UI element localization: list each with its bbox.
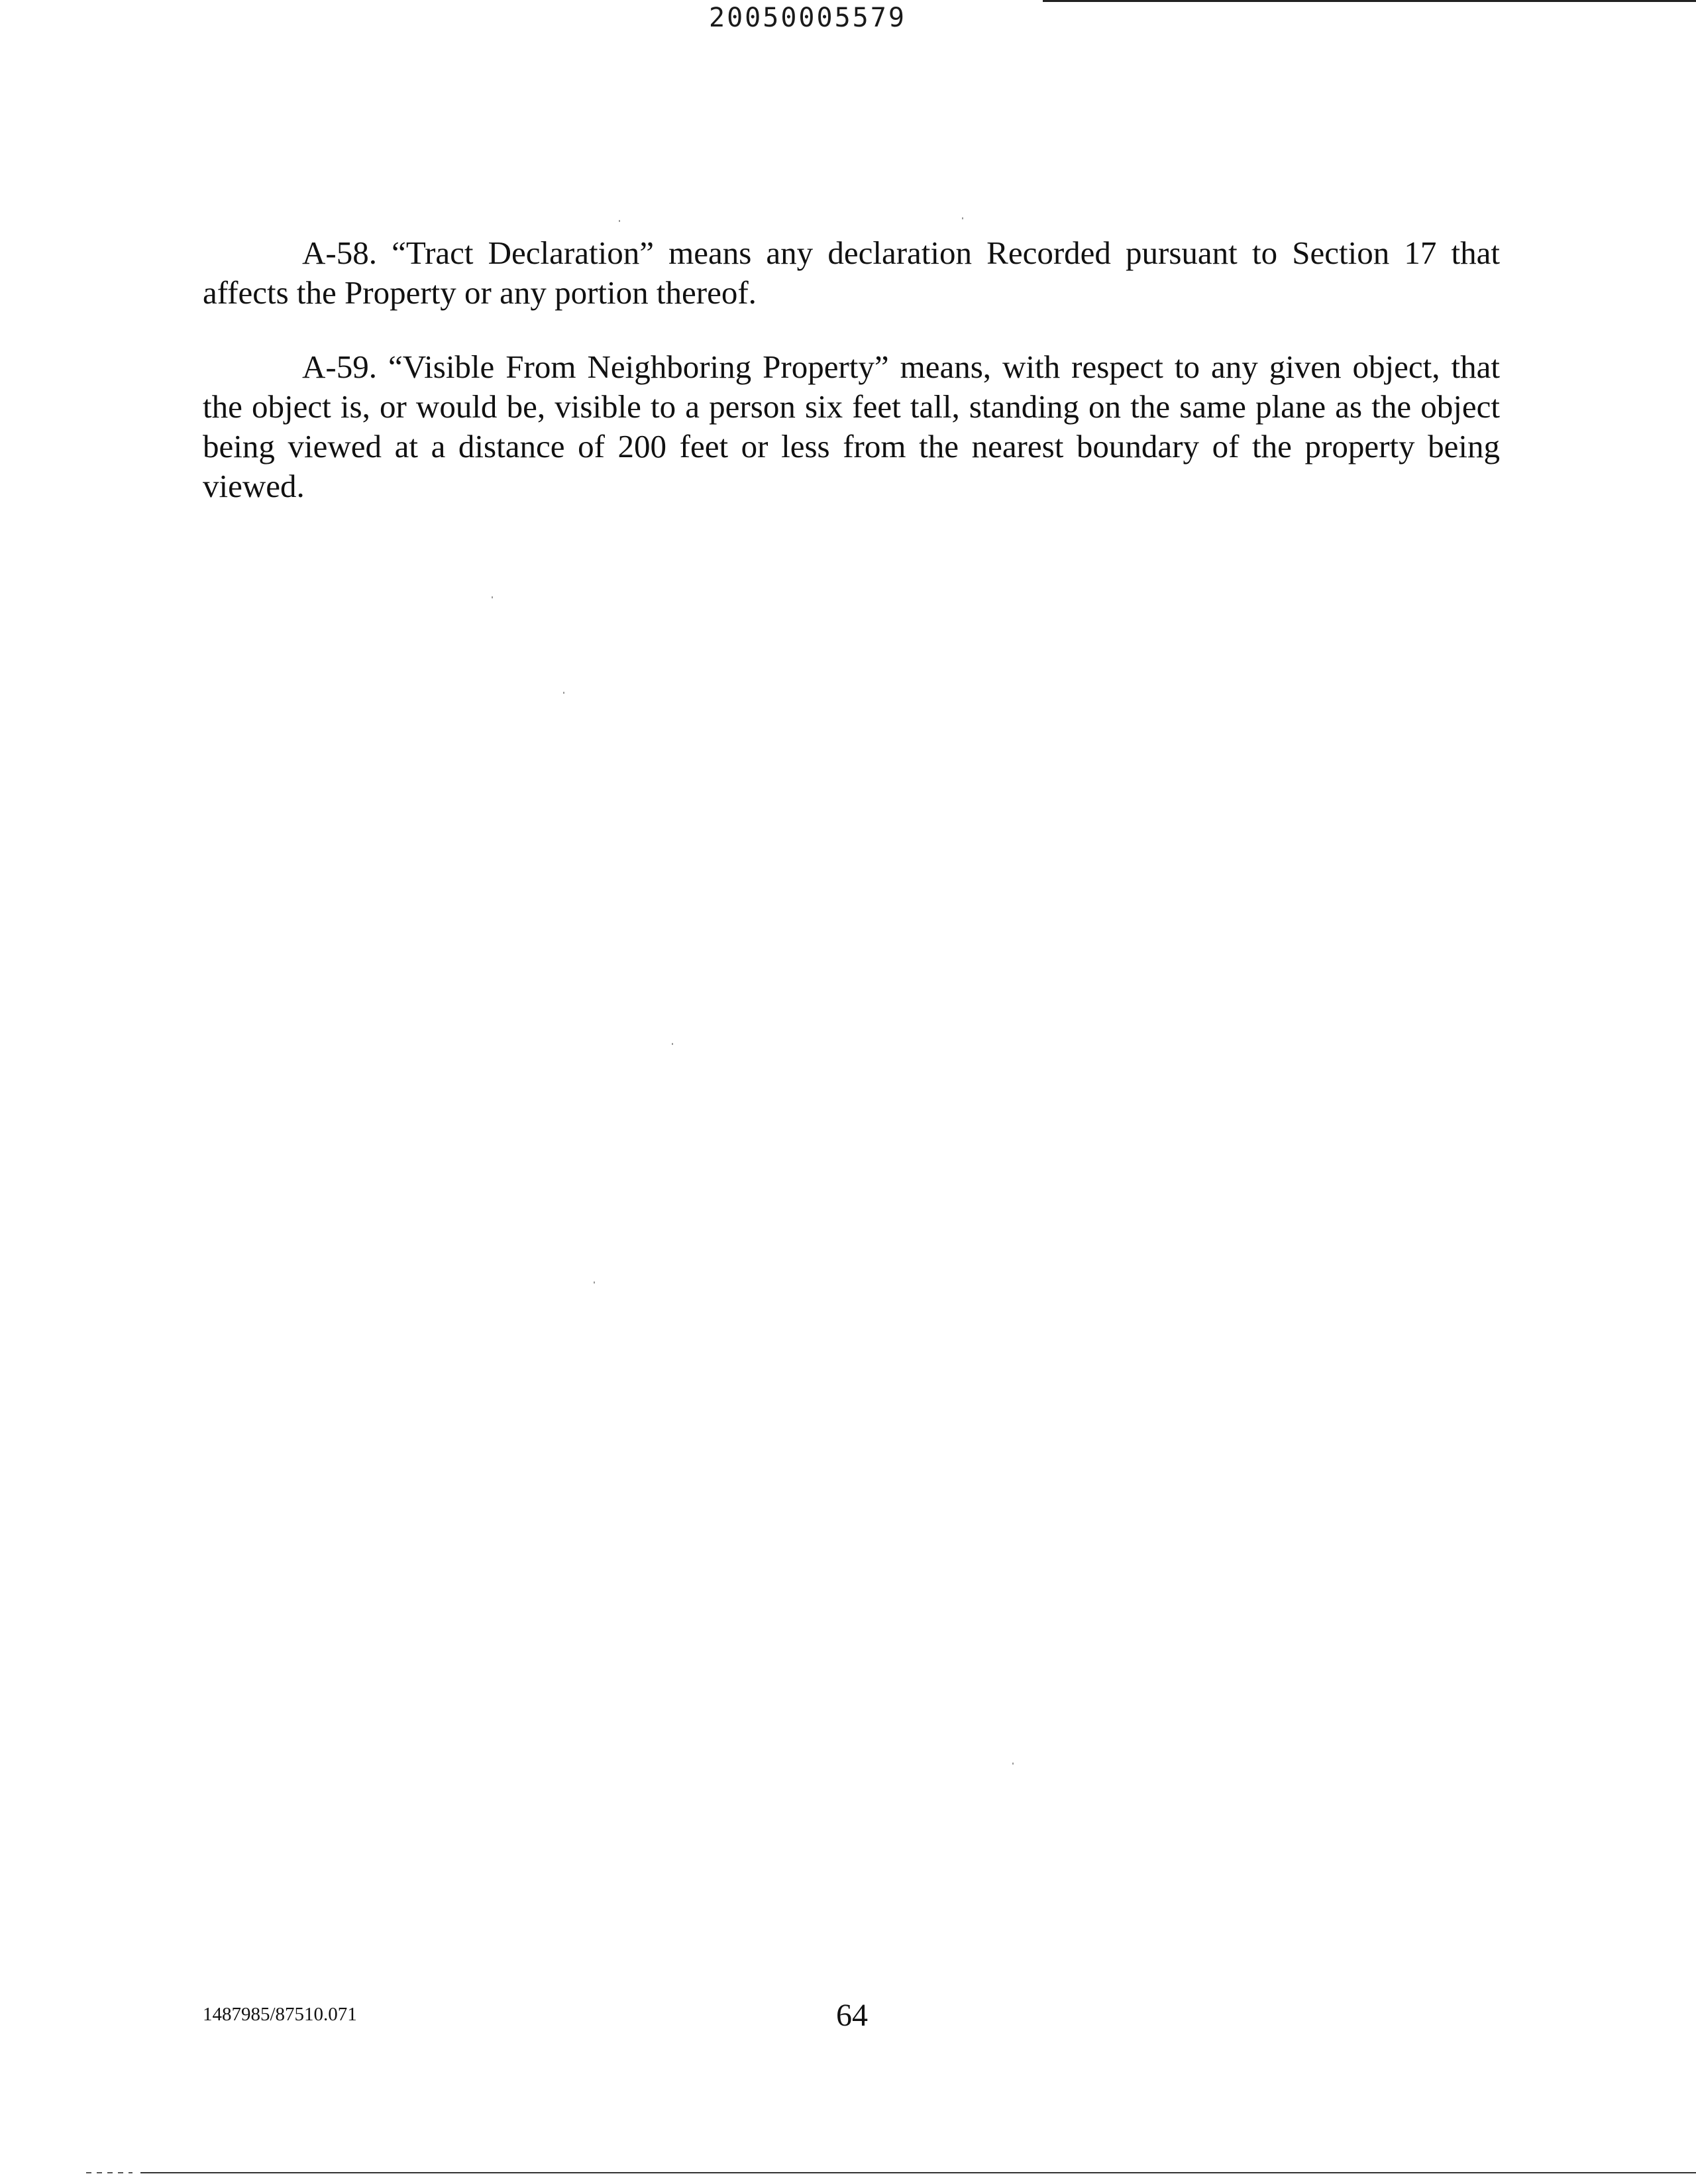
bottom-rule-dashed <box>86 2172 132 2173</box>
scan-speck <box>594 1282 595 1283</box>
footer-document-id: 1487985/87510.071 <box>203 2004 357 2025</box>
scan-speck <box>962 217 963 219</box>
recording-number: 20050005579 <box>709 3 906 33</box>
scan-speck <box>619 220 620 222</box>
paragraph-a59: A-59. “Visible From Neighboring Property” means, with respect to any given object, that the object is, or would be, visible to a person six feet tall, standing on the same plane as the object being viewed at a distance of 200 feet or less from the nearest boundary of the property being viewed. <box>203 349 1500 504</box>
scan-speck <box>1012 1763 1014 1765</box>
scan-speck <box>672 1043 673 1045</box>
paragraph-a58: A-58. “Tract Declaration” means any declaration Recorded pursuant to Section 17 that affects the Property or any portion thereof. <box>203 235 1500 311</box>
scan-speck <box>492 596 493 598</box>
page-number: 64 <box>836 1998 868 2033</box>
top-rule <box>1043 0 1696 2</box>
bottom-rule <box>140 2172 1696 2173</box>
scan-speck <box>563 692 564 694</box>
